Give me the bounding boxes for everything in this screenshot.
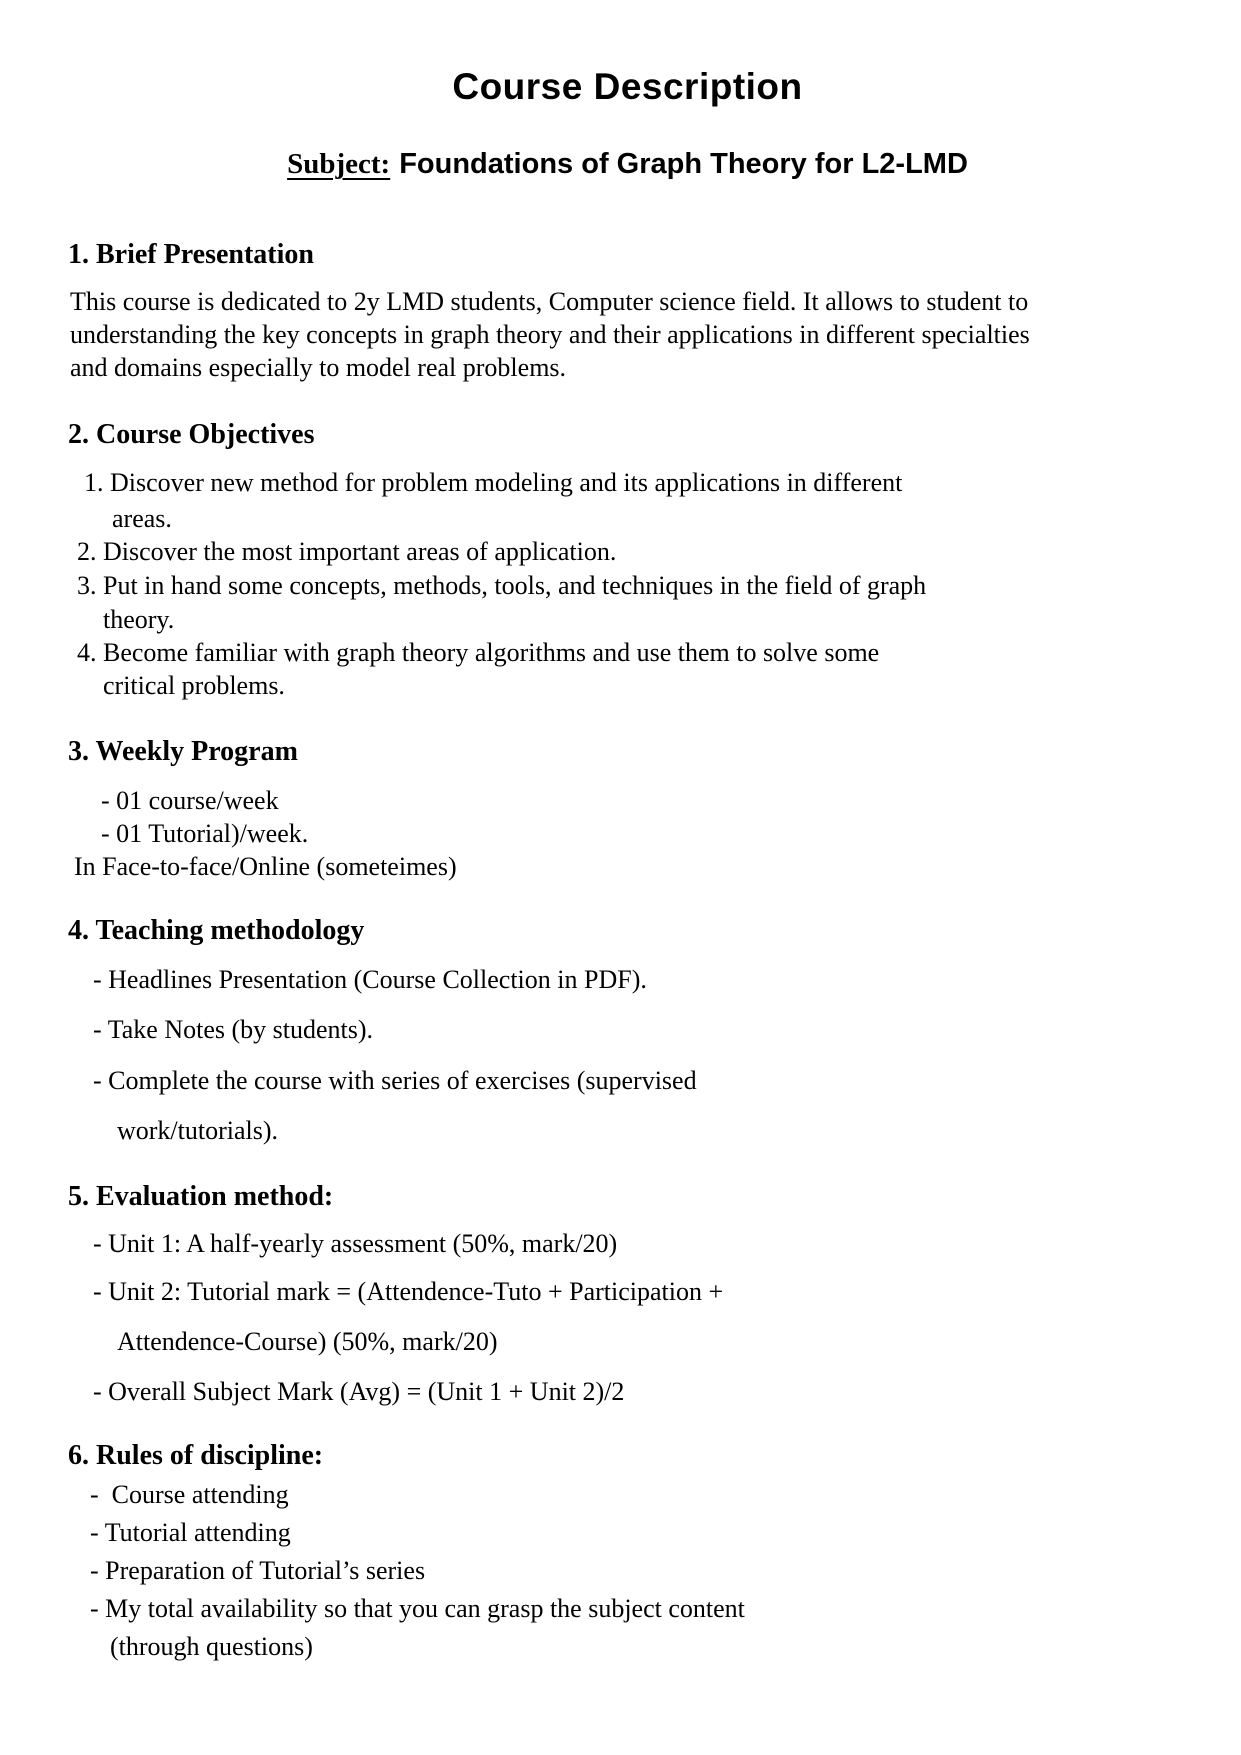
evaluation-method-item: - Overall Subject Mark (Avg) = (Unit 1 + Unit 2)/2 [93,1377,625,1406]
rules-of-discipline-item-continuation: (through questions) [110,1632,313,1661]
subject-label: Subject: [287,148,391,180]
teaching-methodology-item: - Take Notes (by students). [93,1015,374,1044]
weekly-program-item: - 01 course/week [101,786,279,815]
section-heading-rules-of-discipline: 6. Rules of discipline: [68,1440,324,1471]
weekly-program-note: In Face-to-face/Online (someteimes) [74,852,457,881]
rules-of-discipline-item: - Tutorial attending [90,1518,291,1547]
evaluation-method-item: - Unit 1: A half-yearly assessment (50%, mark/20) [93,1229,618,1258]
objectives-item: 1. Discover new method for problem modeling and its applications in different [84,468,903,497]
section-heading-weekly-program: 3. Weekly Program [68,736,298,767]
rules-of-discipline-item: - Preparation of Tutorial’s series [90,1556,426,1585]
objectives-item-continuation: areas. [112,504,172,533]
subject-line [0,148,1241,181]
section-heading-course-objectives: 2. Course Objectives [68,419,315,450]
objectives-item: 4. Become familiar with graph theory algorithms and use them to solve some [77,638,880,667]
section-heading-teaching-methodology: 4. Teaching methodology [68,915,365,946]
objectives-item: 3. Put in hand some concepts, methods, tools, and techniques in the field of graph [77,571,927,600]
brief-presentation-line: This course is dedicated to 2y LMD students, Computer science field. It allows to student to [70,287,1029,316]
section-heading-evaluation-method: 5. Evaluation method: [68,1181,334,1212]
rules-of-discipline-item: - Course attending [90,1480,289,1509]
document-title: Course Description [452,66,803,107]
teaching-methodology-item: - Headlines Presentation (Course Collection in PDF). [93,965,647,994]
weekly-program-item: - 01 Tutorial)/week. [101,819,309,848]
objectives-item-continuation: theory. [103,605,175,634]
evaluation-method-item-continuation: Attendence-Course) (50%, mark/20) [117,1327,498,1356]
objectives-item-continuation: critical problems. [103,671,285,700]
brief-presentation-line: and domains especially to model real problems. [70,353,567,382]
section-heading-brief-presentation: 1. Brief Presentation [68,239,314,270]
objectives-item: 2. Discover the most important areas of application. [77,537,617,566]
teaching-methodology-item: - Complete the course with series of exercises (supervised [93,1066,697,1095]
teaching-methodology-item-continuation: work/tutorials). [117,1116,279,1145]
subject-value: Foundations of Graph Theory for L2-LMD [399,148,968,180]
evaluation-method-item: - Unit 2: Tutorial mark = (Attendence-Tuto + Participation + [93,1277,724,1306]
brief-presentation-line: understanding the key concepts in graph theory and their applications in different specialties [70,320,1030,349]
rules-of-discipline-item: - My total availability so that you can grasp the subject content [90,1594,745,1623]
